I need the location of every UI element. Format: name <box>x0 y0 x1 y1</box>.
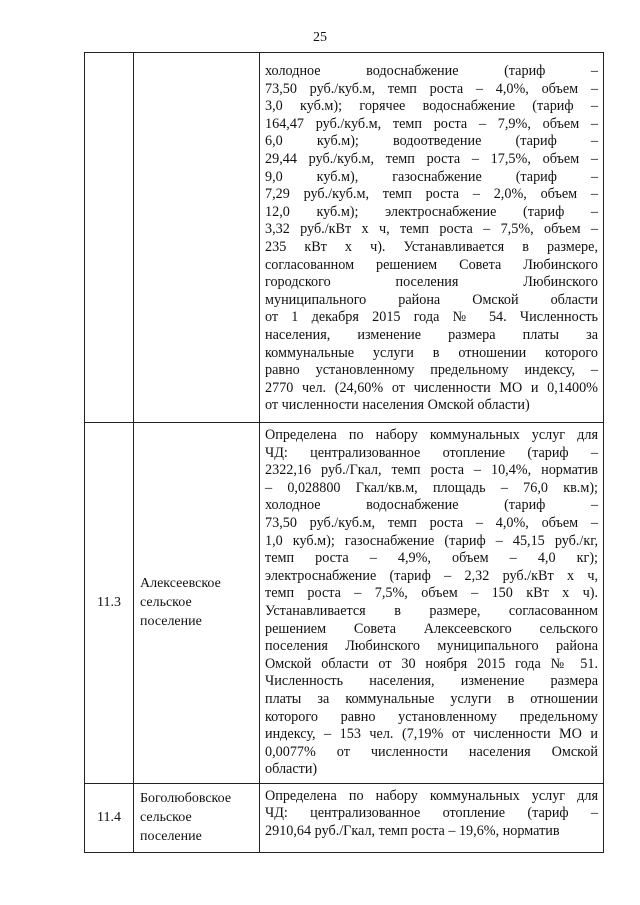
table-row <box>85 783 604 852</box>
text-line: решением Совета Алексеевского сельского <box>265 620 598 637</box>
text-line: 2770 чел. (24,60% от численности МО и 0,1400% <box>265 379 598 396</box>
text-line: коммунальные услуги в отношении которого <box>265 344 598 361</box>
text-line: 0,0077% от численности населения Омской <box>265 743 598 760</box>
text-line: согласованном решением Совета Любинского <box>265 256 598 273</box>
text-line: 7,29 руб./куб.м, темп роста – 2,0%, объем – <box>265 186 598 203</box>
text-line: платы за коммунальные услуги в отношении <box>265 690 598 707</box>
text-line: холодное водоснабжение (тариф – <box>265 63 598 79</box>
settlement-name-line: поселение <box>140 829 202 845</box>
text-line: ЧД: централизованное отопление (тариф – <box>265 444 598 461</box>
text-line: ЧД: централизованное отопление (тариф – <box>265 805 598 822</box>
settlement-name-line: сельское <box>140 810 192 826</box>
settlement-name-line: Алексеевское <box>140 576 221 592</box>
text-line: – 0,028800 Гкал/кв.м, площадь – 76,0 кв.м); <box>265 479 598 496</box>
text-line: 235 кВт х ч). Устанавливается в размере, <box>265 238 598 255</box>
settlement-name-line: сельское <box>140 595 192 611</box>
text-line: 2910,64 руб./Гкал, темп роста – 19,6%, норматив <box>265 823 560 840</box>
text-line: 12,0 куб.м); электроснабжение (тариф – <box>265 203 598 220</box>
text-line: Омской области от 30 ноября 2015 года № 51. <box>265 655 598 672</box>
text-line: городского поселения Любинского <box>265 274 598 291</box>
row-number-cell: 11.4 <box>85 783 134 852</box>
text-line: от численности населения Омской области) <box>265 397 530 414</box>
text-line: 1,0 куб.м); газоснабжение (тариф – 45,15 руб./кг, <box>265 532 598 549</box>
text-line: Определена по набору коммунальных услуг для <box>265 787 598 804</box>
page-number: 25 <box>313 30 327 45</box>
text-line: Устанавливается в размере, согласованном <box>265 602 598 619</box>
text-line: индексу, – 153 чел. (7,19% от численности МО и <box>265 726 598 743</box>
text-line: Определена по набору коммунальных услуг для <box>265 427 598 443</box>
text-line: равно установленному предельному индексу, – <box>265 362 598 379</box>
text-line: 3,0 куб.м); горячее водоснабжение (тариф – <box>265 98 598 115</box>
text-line: муниципального района Омской области <box>265 291 598 308</box>
text-line: 6,0 куб.м); водоотведение (тариф – <box>265 133 598 150</box>
text-line: 164,47 руб./куб.м, темп роста – 7,9%, объем – <box>265 115 598 132</box>
text-line: от 1 декабря 2015 года № 54. Численность <box>265 309 598 326</box>
settlement-name-cell <box>134 783 260 852</box>
table-row <box>85 53 604 423</box>
text-line: 3,32 руб./кВт х ч, темп роста – 7,5%, объем – <box>265 221 598 238</box>
text-line: темп роста – 7,5%, объем – 150 кВт х ч). <box>265 585 598 602</box>
text-line: 73,50 руб./куб.м, темп роста – 4,0%, объем – <box>265 80 598 97</box>
text-line: 29,44 руб./куб.м, темп роста – 17,5%, объем – <box>265 150 598 167</box>
description-cell <box>260 53 604 423</box>
text-line: темп роста – 4,9%, объем – 4,0 кг); <box>265 550 598 567</box>
text-line: холодное водоснабжение (тариф – <box>265 497 598 514</box>
text-line: 9,0 куб.м), газоснабжение (тариф – <box>265 168 598 185</box>
description-cell <box>260 423 604 784</box>
text-line: Численность населения, изменение размера <box>265 673 598 690</box>
document-table <box>84 52 604 853</box>
text-line: 2322,16 руб./Гкал, темп роста – 10,4%, норматив <box>265 462 598 479</box>
settlement-name-cell <box>134 423 260 784</box>
settlement-name-line: Боголюбовское <box>140 791 232 807</box>
settlement-name-cell <box>134 53 260 423</box>
settlement-name-line: поселение <box>140 614 202 630</box>
text-line: 73,50 руб./куб.м, темп роста – 4,0%, объем – <box>265 514 598 531</box>
text-line: поселения Любинского муниципального района <box>265 638 598 655</box>
text-line: электроснабжение (тариф – 2,32 руб./кВт х ч, <box>265 567 598 584</box>
text-line: области) <box>265 761 318 778</box>
table-row <box>85 423 604 784</box>
row-number-cell: 11.3 <box>85 423 134 784</box>
description-cell <box>260 783 604 852</box>
text-line: которого равно установленному предельному <box>265 708 598 725</box>
row-number-cell <box>85 53 134 423</box>
text-line: населения, изменение размера платы за <box>265 326 598 343</box>
